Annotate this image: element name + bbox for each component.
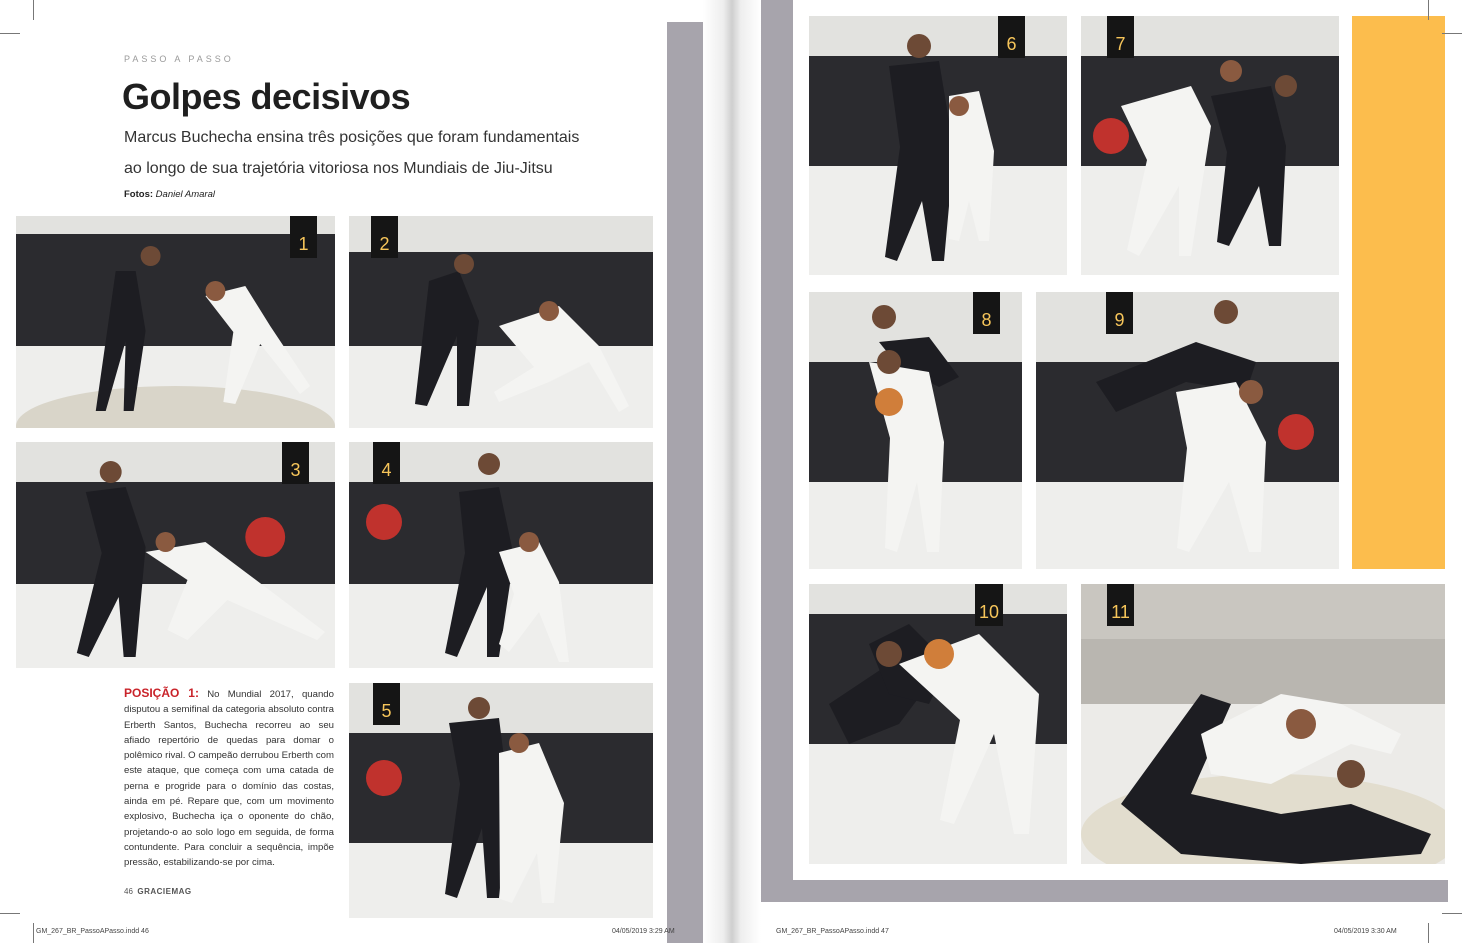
credit-label: Fotos: (124, 189, 154, 200)
crop-mark (0, 33, 20, 34)
position-1-lead: POSIÇÃO 1: (124, 686, 199, 700)
slug-right-date: 04/05/2019 3:30 AM (1334, 928, 1397, 935)
page-folio (124, 887, 192, 896)
crop-mark (1428, 0, 1429, 20)
step-number-badge: 5 (373, 683, 400, 725)
step-number-badge: 8 (973, 292, 1000, 334)
photo-step-10 (809, 584, 1067, 864)
credit-name: Daniel Amaral (155, 189, 215, 200)
crop-mark (1428, 923, 1429, 943)
step-number-badge: 11 (1107, 584, 1134, 626)
photo-step-9 (1036, 292, 1339, 569)
step-9-image (1036, 292, 1339, 569)
photo-step-11 (1081, 584, 1445, 864)
photo-credit (124, 189, 215, 200)
position-1-text (124, 686, 334, 871)
step-11-image (1081, 584, 1445, 864)
article-deck: Marcus Buchecha ensina três posições que foram fundamentais ao longo de sua trajetória vitoriosa nos Mundiais de Jiu-Jitsu (124, 129, 580, 177)
photo-step-8 (809, 292, 1022, 569)
step-number-badge: 10 (975, 584, 1003, 626)
crop-mark (33, 0, 34, 20)
yellow-accent-bar (1352, 16, 1445, 569)
step-number-badge: 9 (1106, 292, 1133, 334)
section-kicker: PASSO A PASSO (124, 54, 234, 64)
step-number-badge: 6 (998, 16, 1025, 58)
crop-mark (1442, 33, 1462, 34)
step-number-badge: 4 (373, 442, 400, 484)
book-spine (703, 0, 761, 943)
left-grey-strip (667, 22, 703, 943)
folio-brand: GRACIEMAG (137, 887, 192, 896)
photo-step-3 (16, 442, 335, 668)
photo-step-6 (809, 16, 1067, 275)
photo-step-2 (349, 216, 653, 428)
step-6-image (809, 16, 1067, 275)
slug-left-date: 04/05/2019 3:29 AM (612, 928, 675, 935)
slug-right-file: GM_267_BR_PassoAPasso.indd 47 (776, 928, 889, 935)
step-number-badge: 3 (282, 442, 309, 484)
photo-step-4 (349, 442, 653, 668)
photo-step-5 (349, 683, 653, 918)
article-title: Golpes decisivos (122, 76, 411, 117)
step-number-badge: 1 (290, 216, 317, 258)
step-number-badge: 2 (371, 216, 398, 258)
crop-mark (33, 923, 34, 943)
crop-mark (1442, 913, 1462, 914)
folio-page-number: 46 (124, 887, 133, 896)
position-1-body: No Mundial 2017, quando disputou a semifinal da categoria absoluto contra Erberth Santos, Buchecha recorreu ao seu afiado repertório de quedas para domar o polêmico rival. O campeão derrubou Erberth com este ataque, que começa com uma catada de perna e progride para o domínio das costas, ainda em pé. Repare que, com um movimento explosivo, Buchecha iça o oponente do chão, projetando-o ao solo logo em seguida, de forma contundente. Para concluir a sequência, impõe pressão, estabilizando-se por cima. (124, 689, 334, 869)
photo-step-1 (16, 216, 335, 428)
slug-left-file: GM_267_BR_PassoAPasso.indd 46 (36, 928, 149, 935)
crop-mark (0, 913, 20, 914)
step-1-image (16, 216, 335, 428)
photo-step-7 (1081, 16, 1339, 275)
step-number-badge: 7 (1107, 16, 1134, 58)
step-10-image (809, 584, 1067, 864)
